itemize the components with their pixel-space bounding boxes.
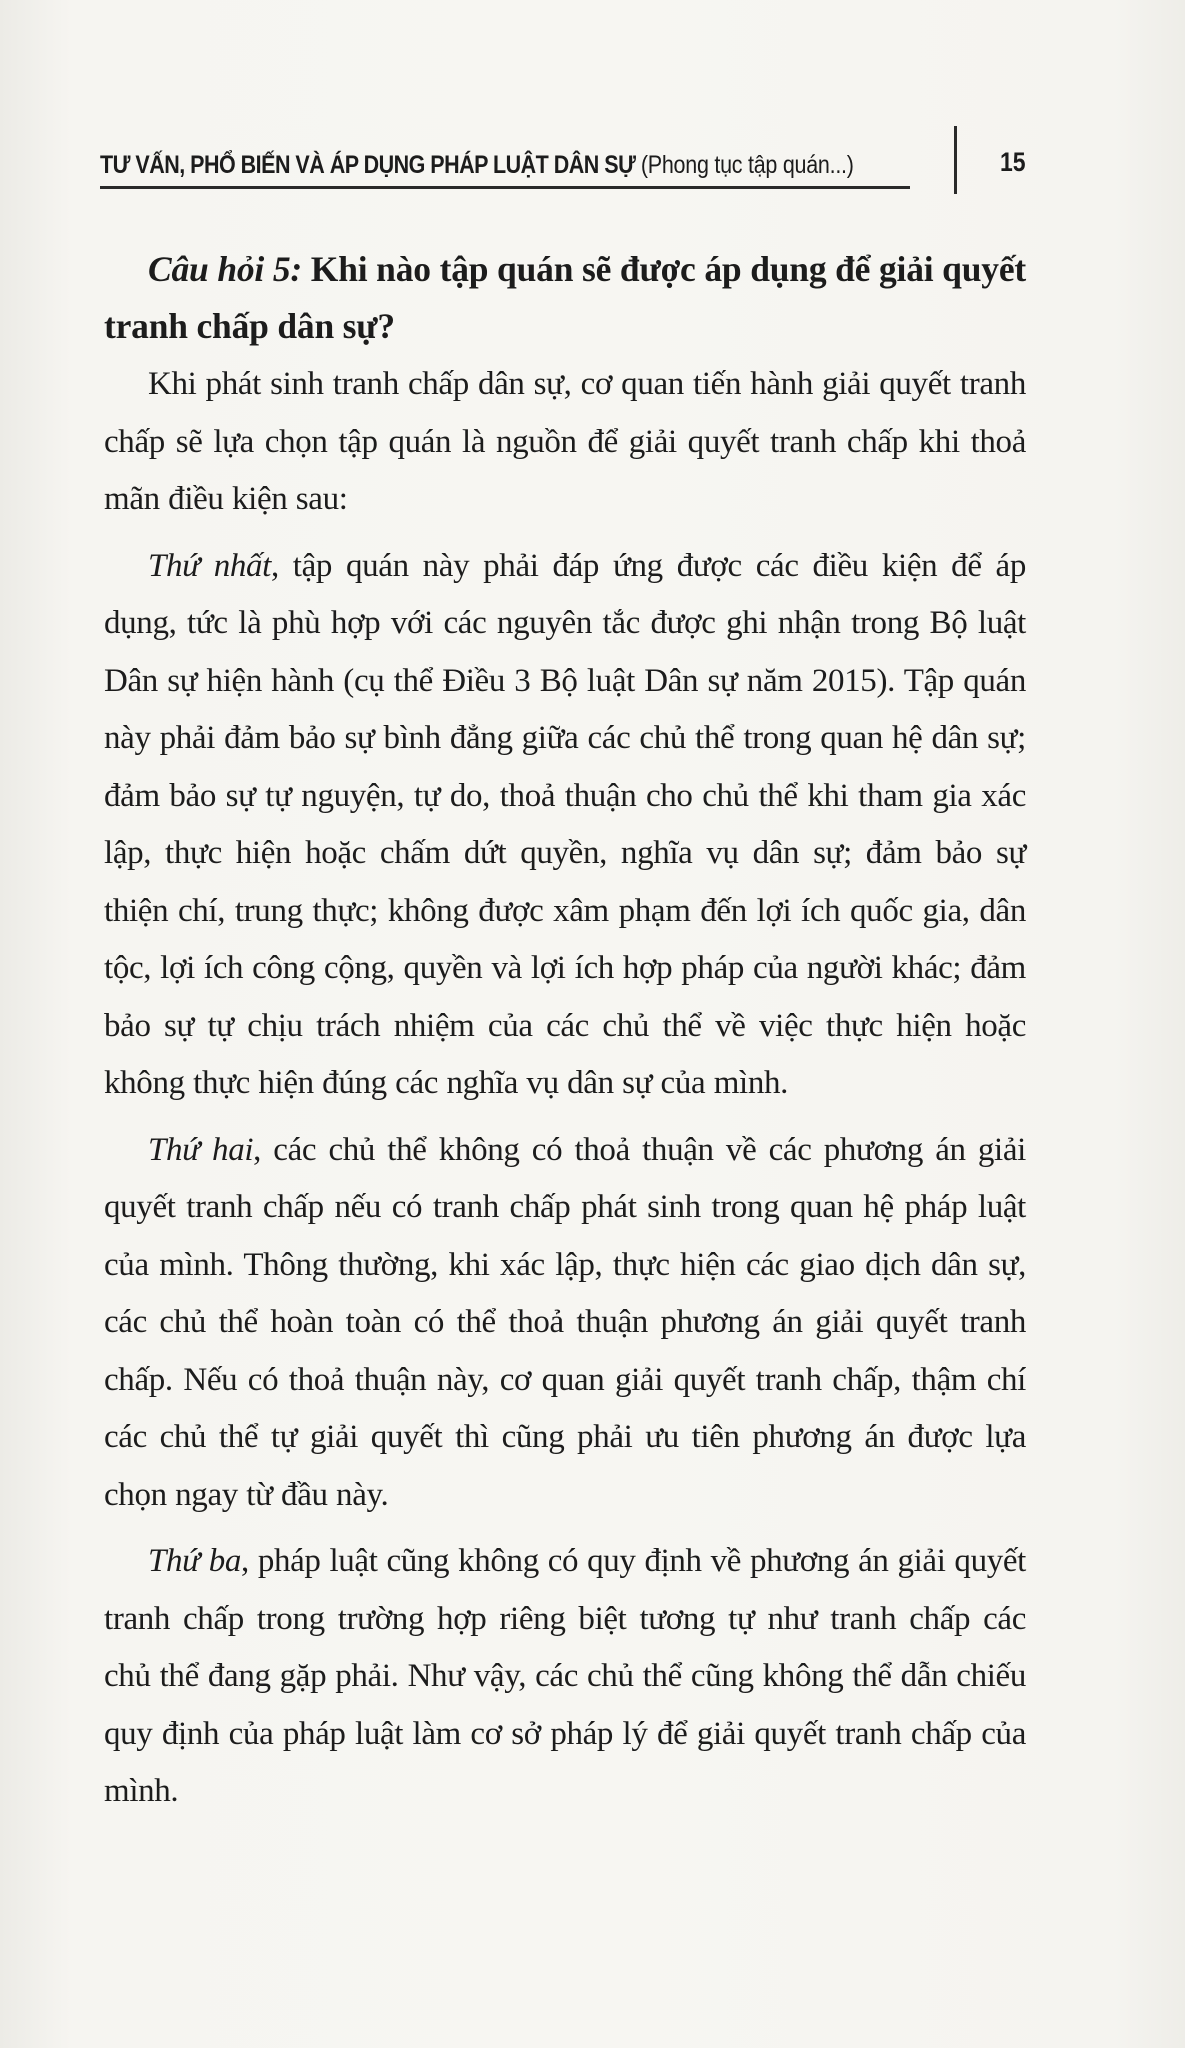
question-heading — [104, 241, 1026, 354]
paragraph-third-text: , pháp luật cũng không có quy định về phương án giải quyết tranh chấp trong trường hợp riêng biệt tương tự như tranh chấp các chủ thể đang gặp phải. Như vậy, các chủ thể cũng không thể dẫn chiếu quy định của pháp luật làm cơ sở pháp lý để giải quyết tranh chấp của mình. — [104, 1543, 1026, 1809]
paragraph-second-lead: Thứ hai — [148, 1131, 254, 1168]
header-divider — [954, 126, 957, 194]
question-text: Khi nào tập quán sẽ được áp dụng để giải quyết tranh chấp dân sự? — [104, 249, 1026, 346]
running-header-subtitle: (Phong tục tập quán...) — [640, 151, 854, 179]
paragraph-second — [104, 1122, 1026, 1525]
page-number: 15 — [1000, 147, 1026, 177]
paragraph-third — [104, 1533, 1026, 1821]
paragraph-third-lead: Thứ ba — [148, 1543, 242, 1579]
page-body — [104, 241, 1026, 1821]
paragraph-first-text: , tập quán này phải đáp ứng được các điều kiện để áp dụng, tức là phù hợp với các nguyên tắc được ghi nhận trong Bộ luật Dân sự hiện hành (cụ thể Điều 3 Bộ luật Dân sự năm 2015). Tập quán này phải đảm bảo sự bình đẳng giữa các chủ thể trong quan hệ dân sự; đảm bảo sự tự nguyện, tự do, thoả thuận cho chủ thể khi tham gia xác lập, thực hiện hoặc chấm dứt quyền, nghĩa vụ dân sự; đảm bảo sự thiện chí, trung thực; không được xâm phạm đến lợi ích quốc gia, dân tộc, lợi ích công cộng, quyền và lợi ích hợp pháp của người khác; đảm bảo sự tự chịu trách nhiệm của các chủ thể về việc thực hiện hoặc không thực hiện đúng các nghĩa vụ dân sự của mình. — [104, 547, 1026, 1101]
paragraph-intro: Khi phát sinh tranh chấp dân sự, cơ quan tiến hành giải quyết tranh chấp sẽ lựa chọn tập quán là nguồn để giải quyết tranh chấp khi thoả mãn điều kiện sau: — [104, 366, 1026, 517]
running-header — [100, 142, 910, 189]
running-header-title — [100, 151, 854, 180]
paragraph-first — [104, 538, 1026, 1113]
running-header-main: TƯ VẤN, PHỔ BIẾN VÀ ÁP DỤNG PHÁP LUẬT DÂN SỰ — [100, 151, 636, 179]
paragraph-second-text: , các chủ thể không có thoả thuận về các phương án giải quyết tranh chấp nếu có tranh chấp phát sinh trong quan hệ pháp luật của mình. Thông thường, khi xác lập, thực hiện các giao dịch dân sự, các chủ thể hoàn toàn có thể thoả thuận phương án giải quyết tranh chấp. Nếu có thoả thuận này, cơ quan giải quyết tranh chấp, thậm chí các chủ thể tự giải quyết thì cũng phải ưu tiên phương án được lựa chọn ngay từ đầu này. — [104, 1131, 1026, 1513]
paragraph-first-lead: Thứ nhất — [148, 547, 271, 584]
question-label: Câu hỏi 5: — [148, 249, 303, 289]
